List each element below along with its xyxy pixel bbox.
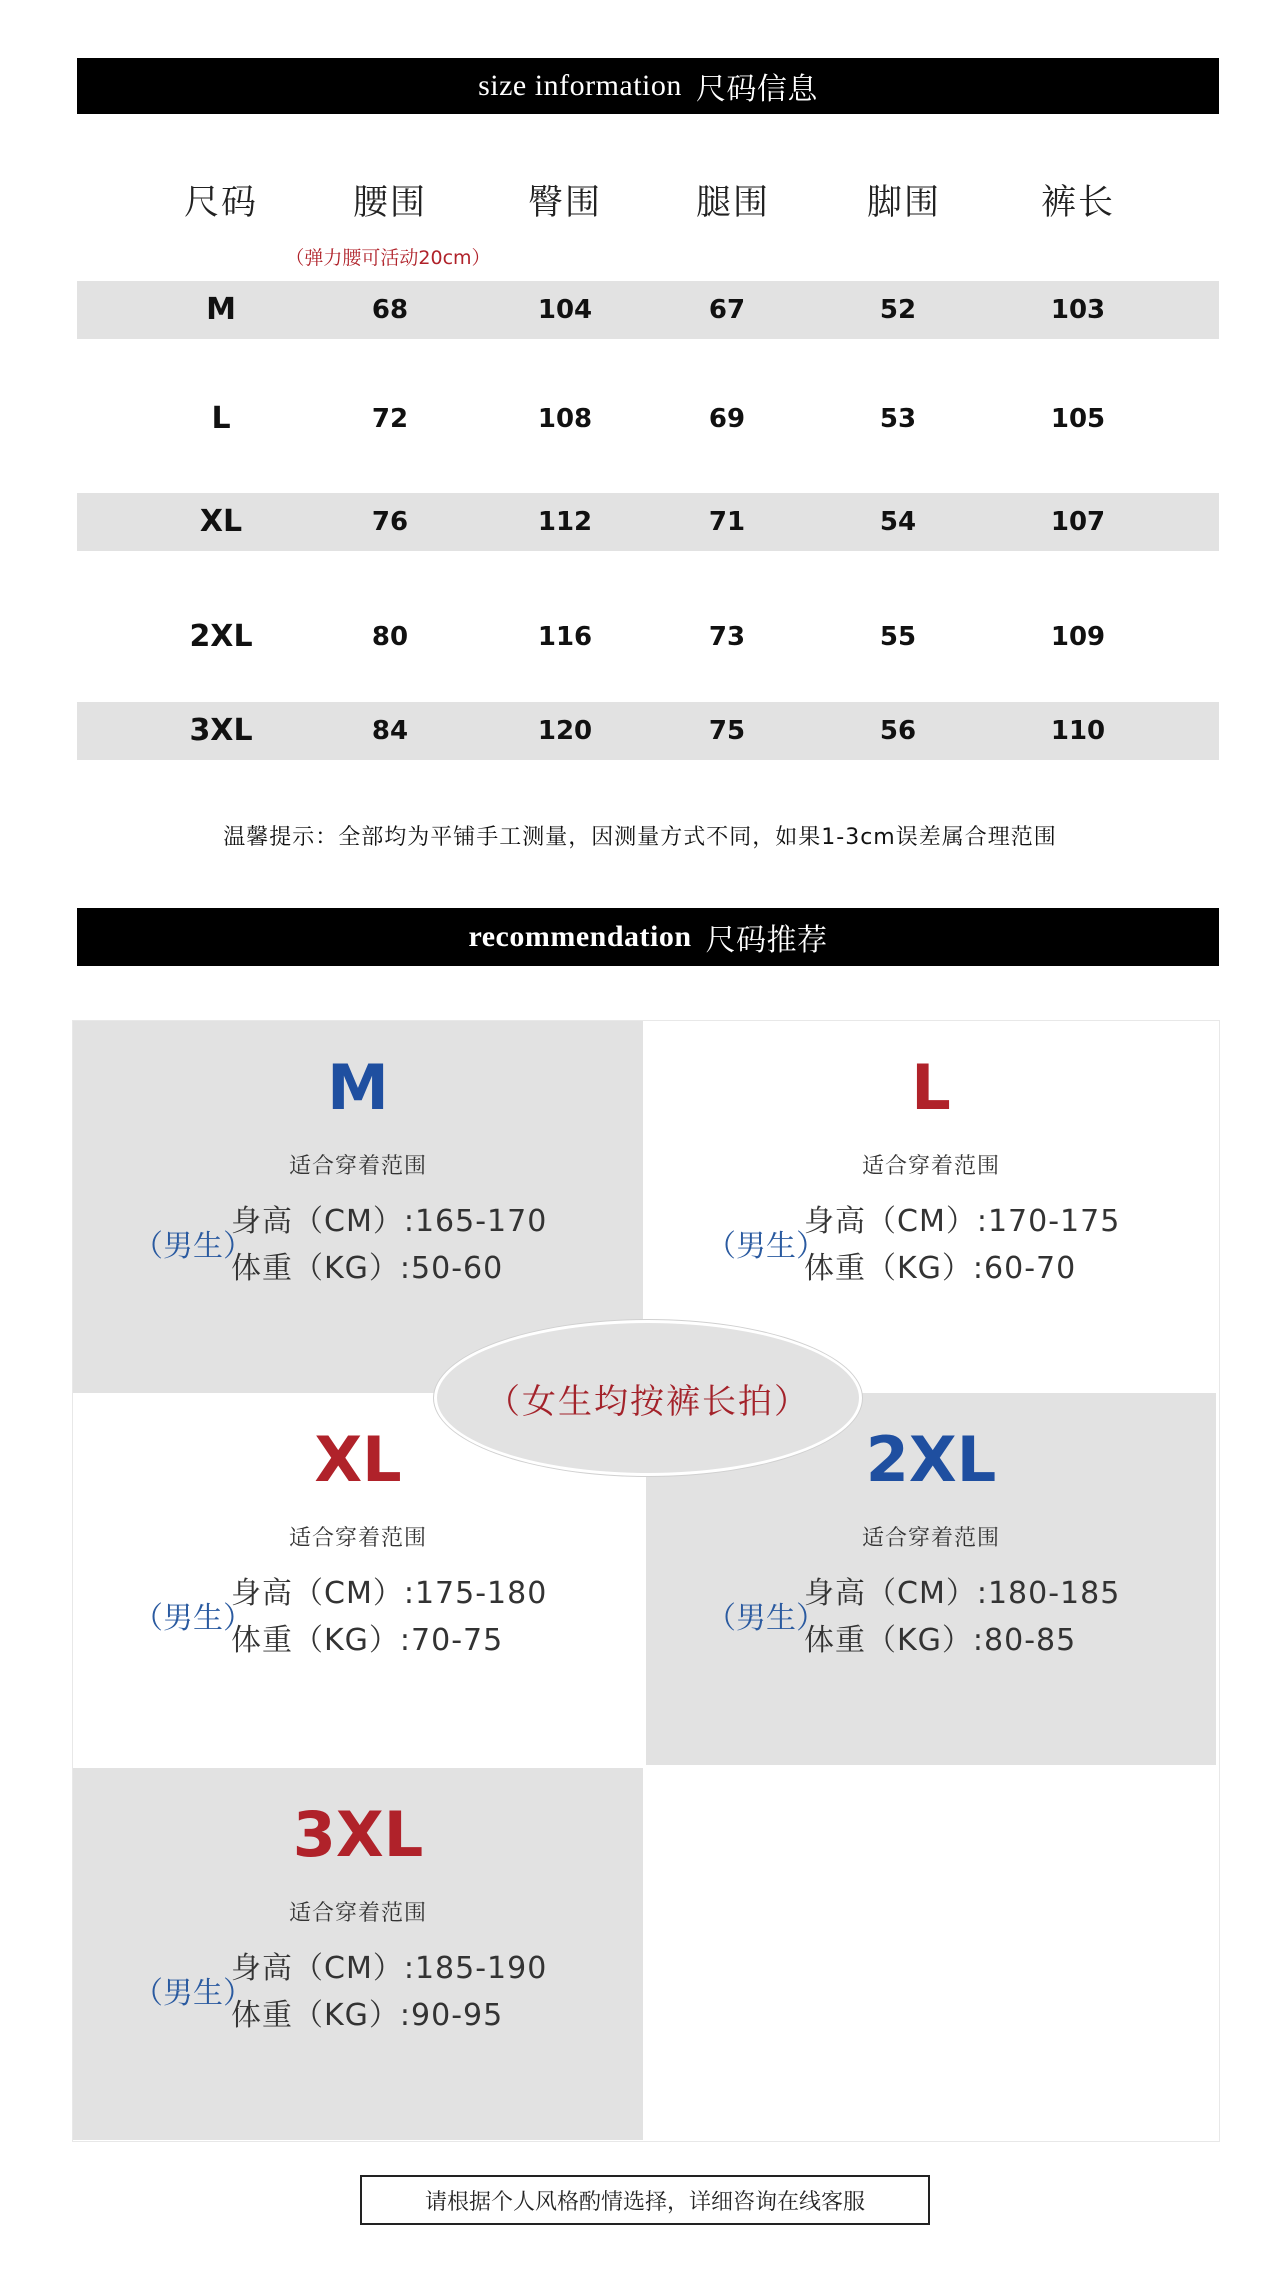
height-range: 身高（CM）:165-170 <box>231 1204 548 1239</box>
weight-range: 体重（KG）:60-70 <box>804 1251 1077 1286</box>
hip-value: 112 <box>537 507 593 537</box>
hem-value: 54 <box>879 507 917 537</box>
table-row <box>77 493 1219 551</box>
hem-value: 56 <box>879 716 917 746</box>
height-range: 身高（CM）:180-185 <box>804 1576 1121 1611</box>
waist-value: 84 <box>371 716 409 746</box>
weight-range: 体重（KG）:90-95 <box>231 1998 504 2033</box>
recommendation-card-3xl <box>73 1768 643 2140</box>
rec-size-label: M <box>327 1051 389 1124</box>
footer-note-box <box>360 2175 930 2225</box>
women-size-note-oval <box>434 1320 862 1476</box>
column-header-waist: 腰围 <box>352 183 427 223</box>
row-size-label: M <box>206 292 236 327</box>
hip-value: 116 <box>537 622 593 652</box>
size-information-title-en: size information <box>478 69 682 102</box>
height-range: 身高（CM）:185-190 <box>231 1951 548 1986</box>
fit-range-label: 适合穿着范围 <box>861 1526 1000 1551</box>
length-value: 105 <box>1050 404 1106 434</box>
gender-label: （男生） <box>133 1601 253 1636</box>
women-size-note: （女生均按裤长拍） <box>486 1381 810 1422</box>
thigh-value: 73 <box>708 622 746 652</box>
column-header-hem: 脚围 <box>866 183 941 223</box>
rec-size-label: 2XL <box>865 1423 997 1496</box>
table-row <box>77 390 1219 448</box>
recommendation-title-en: recommendation <box>468 920 692 953</box>
thigh-value: 71 <box>708 507 746 537</box>
rec-size-label: L <box>911 1051 951 1124</box>
height-range: 身高（CM）:175-180 <box>231 1576 548 1611</box>
hem-value: 55 <box>879 622 917 652</box>
waist-value: 76 <box>371 507 409 537</box>
length-value: 107 <box>1050 507 1106 537</box>
fit-range-label: 适合穿着范围 <box>861 1154 1000 1179</box>
gender-label: （男生） <box>706 1229 826 1264</box>
measurement-tip: 温馨提示：全部均为平铺手工测量，因测量方式不同，如果1-3cm误差属合理范围 <box>223 825 1057 850</box>
thigh-value: 75 <box>708 716 746 746</box>
weight-range: 体重（KG）:80-85 <box>804 1623 1077 1658</box>
row-size-label: 2XL <box>189 619 253 654</box>
gender-label: （男生） <box>133 1976 253 2011</box>
size-information-title-zh: 尺码信息 <box>695 72 818 107</box>
length-value: 103 <box>1050 295 1106 325</box>
row-size-label: L <box>211 401 231 436</box>
recommendation-title-zh: 尺码推荐 <box>705 923 828 958</box>
column-header-thigh: 腿围 <box>695 183 770 223</box>
height-range: 身高（CM）:170-175 <box>804 1204 1121 1239</box>
row-size-label: 3XL <box>189 713 253 748</box>
waist-value: 72 <box>371 404 409 434</box>
fit-range-label: 适合穿着范围 <box>288 1901 427 1926</box>
gender-label: （男生） <box>706 1601 826 1636</box>
hem-value: 53 <box>879 404 917 434</box>
waist-value: 68 <box>371 295 409 325</box>
column-header-size: 尺码 <box>183 183 258 223</box>
weight-range: 体重（KG）:50-60 <box>231 1251 504 1286</box>
weight-range: 体重（KG）:70-75 <box>231 1623 504 1658</box>
gender-label: （男生） <box>133 1229 253 1264</box>
rec-size-label: 3XL <box>292 1798 424 1871</box>
footer-note: 请根据个人风格酌情选择，详细咨询在线客服 <box>424 2189 865 2215</box>
fit-range-label: 适合穿着范围 <box>288 1526 427 1551</box>
length-value: 109 <box>1050 622 1106 652</box>
table-row <box>77 281 1219 339</box>
row-size-label: XL <box>199 504 243 539</box>
waist-elastic-note: （弹力腰可活动20cm） <box>285 247 491 269</box>
size-information-header <box>77 58 1219 114</box>
column-header-length: 裤长 <box>1040 183 1115 223</box>
hip-value: 120 <box>537 716 593 746</box>
thigh-value: 69 <box>708 404 746 434</box>
table-row <box>77 702 1219 760</box>
hip-value: 104 <box>537 295 593 325</box>
table-row <box>77 608 1219 666</box>
size-table-header <box>77 175 1219 235</box>
recommendation-header <box>77 908 1219 966</box>
length-value: 110 <box>1050 716 1106 746</box>
hem-value: 52 <box>879 295 917 325</box>
fit-range-label: 适合穿着范围 <box>288 1154 427 1179</box>
hip-value: 108 <box>537 404 593 434</box>
rec-size-label: XL <box>314 1423 402 1496</box>
column-header-hip: 臀围 <box>527 183 602 223</box>
waist-value: 80 <box>371 622 409 652</box>
thigh-value: 67 <box>708 295 746 325</box>
